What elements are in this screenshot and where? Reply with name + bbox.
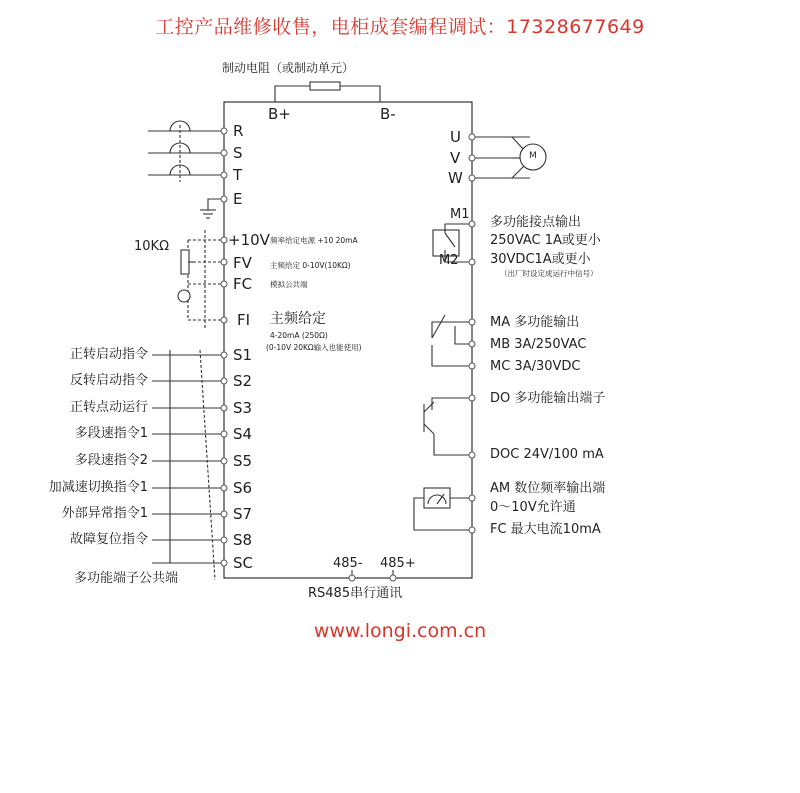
input-lines (152, 350, 224, 580)
brake-label: 制动电阻（或制动单元） (222, 61, 355, 75)
terminal-circles (221, 128, 475, 581)
terminal-m1: M1 (450, 207, 470, 222)
input-label-s6: 加减速切换指令1 (48, 480, 148, 495)
potentiometer (181, 250, 189, 274)
am-line1: AM 数位频率输出端 (490, 481, 606, 496)
terminal-bplus: B+ (268, 105, 291, 123)
terminal-s3: S3 (233, 399, 253, 417)
terminal-485-plus: 485+ (380, 556, 416, 571)
terminal-s7: S7 (233, 505, 253, 523)
terminal-u: U (450, 128, 461, 146)
terminal-v: V (450, 149, 461, 167)
rs485-label: RS485串行通讯 (308, 586, 403, 601)
terminal-e: E (233, 190, 243, 208)
footer-url[interactable]: www.longi.com.cn (313, 620, 487, 642)
am-line3: FC 最大电流10mA (490, 522, 601, 537)
terminal-fc: FC (233, 275, 253, 293)
terminal-plus10v: +10V (228, 231, 270, 249)
current-source (178, 290, 190, 302)
terminal-s: S (233, 144, 243, 162)
relay2-mb: MB 3A/250VAC (490, 337, 587, 352)
terminal-t: T (233, 166, 243, 184)
transistor-symbol (424, 398, 472, 455)
relay2-symbol (432, 315, 472, 366)
fi-title: 主频给定 (270, 311, 326, 327)
relay1-line4: （出厂时设定成运行中信号） (500, 269, 598, 278)
fv-desc: 主频给定 0-10V(10KΩ) (270, 261, 351, 270)
terminal-s4: S4 (233, 425, 253, 443)
terminal-fi: FI (237, 311, 251, 329)
doc-label: DOC 24V/100 mA (490, 447, 604, 462)
relay1-line2: 250VAC 1A或更小 (490, 233, 601, 248)
fc-desc: 模拟公共端 (270, 280, 308, 289)
meter-symbol (414, 488, 472, 530)
relay2-ma: MA 多功能输出 (490, 315, 580, 330)
am-line2: 0～10V允许通 (490, 500, 576, 515)
input-label-s1: 正转启动指令 (69, 347, 148, 362)
terminal-sc: SC (233, 554, 253, 572)
terminal-s6: S6 (233, 479, 253, 497)
fi-desc-1: 4-20mA (250Ω) (270, 331, 328, 340)
common-label: 多功能端子公共端 (74, 571, 179, 586)
input-label-s7: 外部异常指令1 (61, 506, 148, 521)
terminal-s1: S1 (233, 346, 253, 364)
plus10v-desc: 频率给定电源 +10 20mA (270, 236, 358, 245)
terminal-w: W (448, 169, 463, 187)
header-title: 工控产品维修收售，电柜成套编程调试：17328677649 (155, 16, 645, 38)
do-label: DO 多功能输出端子 (490, 391, 606, 406)
terminal-fv: FV (233, 254, 252, 272)
terminal-s2: S2 (233, 372, 253, 390)
terminal-m2: M2 (439, 253, 459, 268)
input-label-s3: 正转点动运行 (69, 400, 148, 415)
brake-resistor (310, 82, 340, 90)
input-label-s2: 反转启动指令 (69, 373, 148, 388)
power-input-lines (148, 121, 224, 218)
pot-label: 10KΩ (134, 239, 170, 254)
motor-label: M (529, 151, 537, 161)
input-label-s4: 多段速指令1 (74, 426, 148, 441)
terminal-s8: S8 (233, 531, 253, 549)
input-label-s8: 故障复位指令 (69, 532, 148, 547)
terminal-485-minus: 485- (333, 556, 363, 571)
relay2-mc: MC 3A/30VDC (490, 359, 581, 374)
terminal-bminus: B- (380, 105, 396, 123)
fi-desc-2: (0-10V 20KΩ输入也能使用) (266, 343, 362, 352)
terminal-r: R (233, 122, 244, 140)
relay1-line1: 多功能接点输出 (490, 215, 582, 230)
terminal-s5: S5 (233, 452, 253, 470)
relay1-line3: 30VDC1A或更小 (490, 252, 591, 267)
analog-wiring (188, 230, 224, 330)
input-label-s5: 多段速指令2 (74, 453, 148, 468)
